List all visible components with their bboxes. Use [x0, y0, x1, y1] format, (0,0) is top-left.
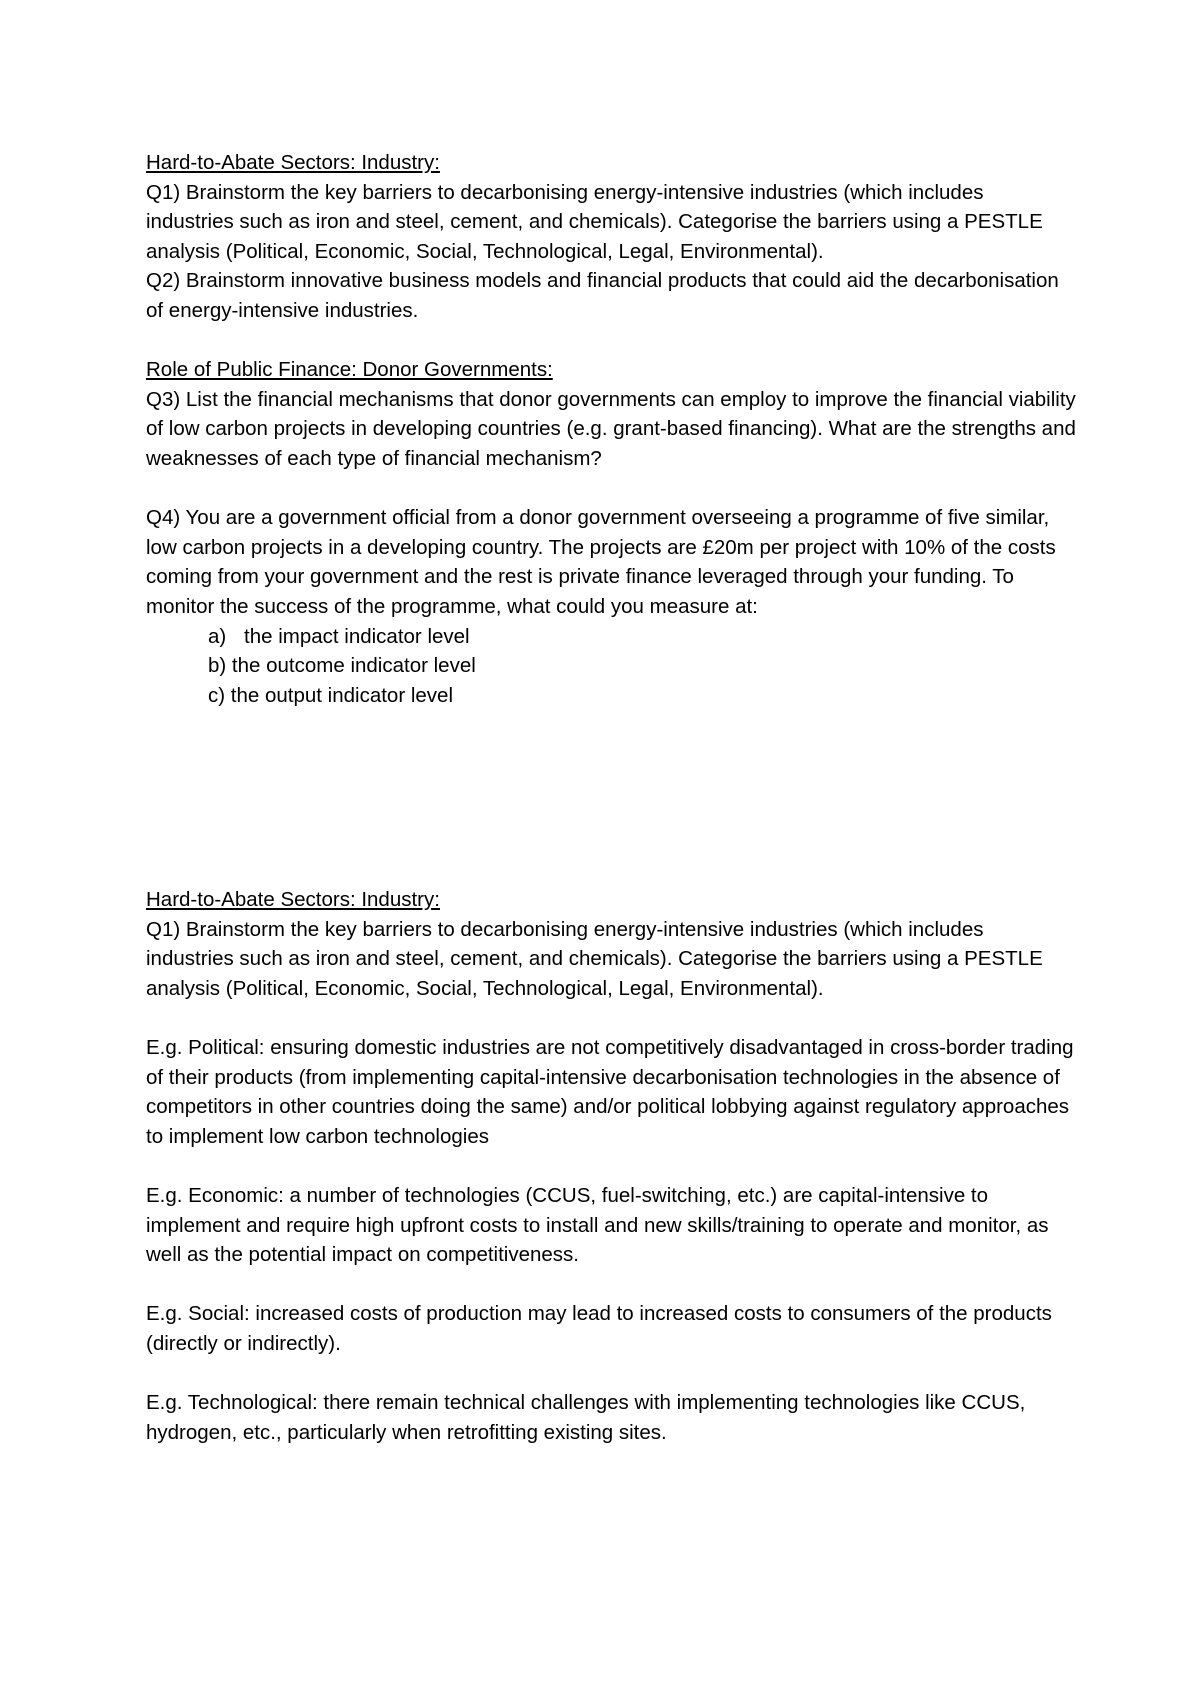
paragraph-gap — [146, 474, 1076, 504]
paragraph-gap — [146, 326, 1076, 356]
questions-block — [146, 148, 1076, 710]
section-heading-public-finance: Role of Public Finance: Donor Governments: — [146, 358, 553, 382]
question-q1-repeat: Q1) Brainstorm the key barriers to decarbonising energy-intensive industries (which includes industries such as iron and steel, cement, and chemicals). Categorise the barriers using a PESTLE analysis (Political, Economic, Social, Technological, Legal, Environmental). — [146, 917, 1043, 1000]
section-heading-hard-to-abate-answers: Hard-to-Abate Sectors: Industry: — [146, 888, 440, 911]
question-q2: Q2) Brainstorm innovative business models and financial products that could aid the decarbonisation of energy-intensive industries. — [146, 269, 1059, 322]
example-technological: E.g. Technological: there remain technical challenges with implementing technologies like CCUS, hydrogen, etc., particularly when retrofitting existing sites. — [146, 1391, 1026, 1444]
list-marker: a) — [208, 624, 227, 648]
list-item-output: c) the output indicator level — [208, 683, 453, 707]
question-q1: Q1) Brainstorm the key barriers to decarbonising energy-intensive industries (which includes industries such as iron and steel, cement, and chemicals). Categorise the barriers using a PESTLE analysis (Political, Economic, Social, Technological, Legal, Environmental). — [146, 180, 1043, 263]
list-item-outcome: b) the outcome indicator level — [208, 654, 476, 678]
list-item-text: the impact indicator level — [244, 624, 470, 648]
list-item-impact — [146, 622, 1076, 652]
question-q4: Q4) You are a government official from a donor government overseeing a programme of five similar, low carbon projects in a developing country. The projects are £20m per project with 10% of the costs coming from your government and the rest is private finance leveraged through your funding. To monitor the success of the programme, what could you measure at: — [146, 506, 1056, 618]
paragraph-gap — [146, 1003, 1076, 1033]
paragraph-gap — [146, 1359, 1076, 1389]
answers-block — [146, 885, 1076, 1447]
paragraph-gap — [146, 1270, 1076, 1300]
example-social: E.g. Social: increased costs of production may lead to increased costs to consumers of the products (directly or indirectly). — [146, 1302, 1052, 1355]
question-q3: Q3) List the financial mechanisms that donor governments can employ to improve the financial viability of low carbon projects in developing countries (e.g. grant-based financing). What are the strengths and weaknesses of each type of financial mechanism? — [146, 387, 1076, 470]
section-heading-hard-to-abate: Hard-to-Abate Sectors: Industry: — [146, 151, 440, 174]
paragraph-gap — [146, 1151, 1076, 1181]
example-economic: E.g. Economic: a number of technologies (CCUS, fuel-switching, etc.) are capital-intensive to implement and require high upfront costs to install and new skills/training to operate and monitor, as well as the potential impact on competitiveness. — [146, 1183, 1049, 1267]
example-political: E.g. Political: ensuring domestic industries are not competitively disadvantaged in cross-border trading of their products (from implementing capital-intensive decarbonisation technologies in the absence of competitors in other countries doing the same) and/or political lobbying against regulatory approaches to implement low carbon technologies — [146, 1035, 1074, 1148]
